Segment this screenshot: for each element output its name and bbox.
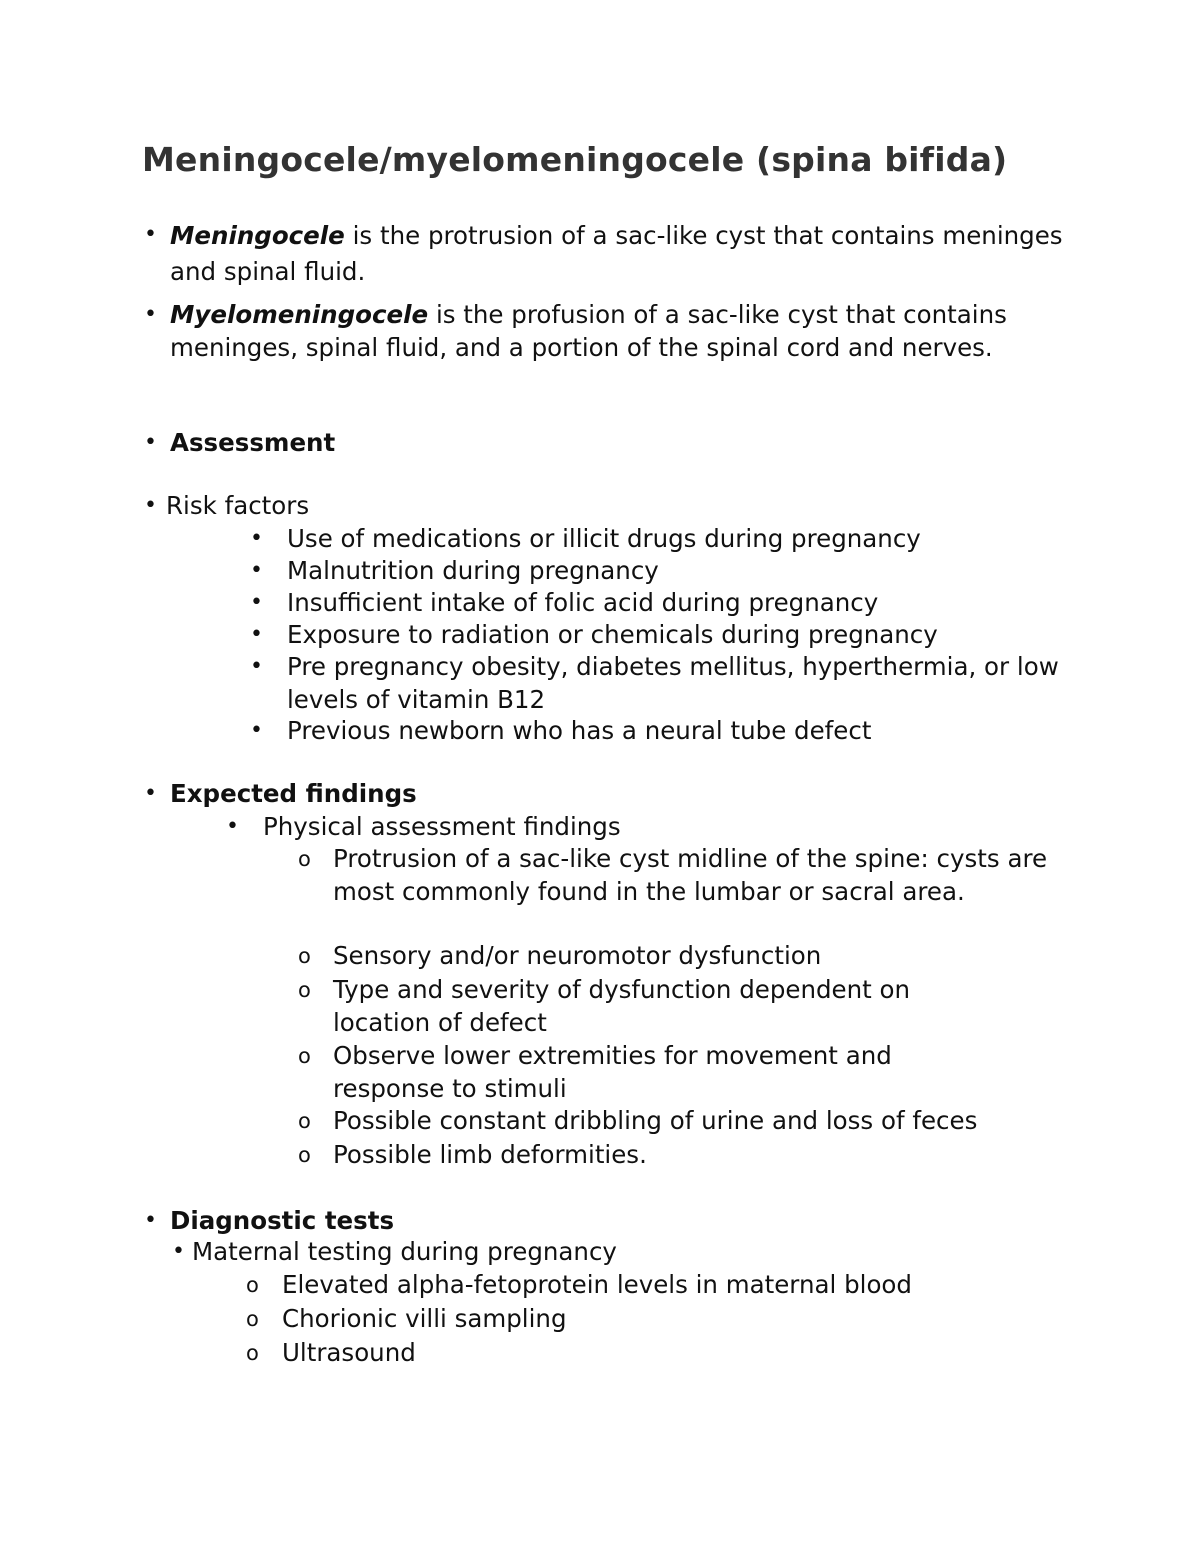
circle-bullet-icon: o (298, 847, 311, 871)
bullet-icon: • (226, 814, 239, 839)
circle-bullet-icon: o (298, 1044, 311, 1068)
list-item: o Type and severity of dysfunction dependent on location of defect (298, 975, 911, 1037)
list-item: o Observe lower extremities for movement and response to stimuli (298, 1041, 892, 1103)
physical-findings-label (226, 810, 1046, 843)
list-item: • Use of medications or illicit drugs during pregnancy (250, 524, 921, 553)
risk-factors-label (144, 489, 1044, 522)
circle-bullet-icon: o (298, 1143, 311, 1167)
heading-text: Diagnostic tests (170, 1206, 395, 1235)
list-item: o Ultrasound (246, 1336, 1046, 1369)
section-heading-expected-findings (144, 777, 1044, 810)
heading-text: Assessment (170, 428, 336, 457)
list-item: • Malnutrition during pregnancy (250, 556, 659, 585)
bullet-icon: • (144, 222, 157, 247)
section-heading-diagnostic-tests (144, 1204, 1044, 1237)
definition-text: is the protrusion of a sac-like cyst that contains meninges and spinal fluid. (170, 221, 1063, 286)
list-item: o Chorionic villi sampling (246, 1302, 1046, 1335)
bullet-icon: • (250, 526, 263, 551)
bullet-icon: • (144, 302, 157, 327)
definition-text: is the profusion of a sac-like cyst that contains meninges, spinal fluid, and a portion of the spinal cord and nerves. (170, 300, 1007, 362)
list-item: • Previous newborn who has a neural tube defect (250, 716, 872, 745)
label-text: Maternal testing during pregnancy (192, 1237, 617, 1266)
bullet-icon: • (144, 430, 157, 455)
label-text: Risk factors (166, 491, 310, 520)
list-item: • Pre pregnancy obesity, diabetes mellitus, hyperthermia, or low levels of vitamin B12 (250, 652, 1059, 714)
list-item: o Possible constant dribbling of urine and loss of feces (298, 1104, 1078, 1137)
bullet-icon: • (144, 493, 157, 518)
bullet-icon: • (250, 590, 263, 615)
circle-bullet-icon: o (298, 978, 311, 1002)
section-heading-assessment (144, 426, 1044, 459)
list-item: o Elevated alpha-fetoprotein levels in maternal blood (246, 1268, 1046, 1301)
circle-bullet-icon: o (298, 944, 311, 968)
term-meningocele: Meningocele (170, 221, 345, 250)
list-item: o Possible limb deformities. (298, 1138, 1058, 1171)
definition-meningocele (144, 218, 1064, 290)
heading-text: Expected findings (170, 779, 417, 808)
bullet-icon: • (250, 718, 263, 743)
list-item: o Protrusion of a sac-like cyst midline of the spine: cysts are most commonly found in the lumbar or sacral area. (298, 844, 1079, 906)
list-item: • Exposure to radiation or chemicals during pregnancy (250, 620, 938, 649)
page-title: Meningocele/myelomeningocele (spina bifida) (142, 140, 1008, 179)
circle-bullet-icon: o (246, 1341, 259, 1365)
list-item: • Insufficient intake of folic acid during pregnancy (250, 588, 879, 617)
label-text: Physical assessment findings (263, 812, 621, 841)
definition-myelomeningocele (144, 298, 1064, 364)
circle-bullet-icon: o (246, 1307, 259, 1331)
circle-bullet-icon: o (246, 1273, 259, 1297)
bullet-icon: • (144, 781, 157, 806)
bullet-icon: • (250, 622, 263, 647)
term-myelomeningocele: Myelomeningocele (170, 300, 429, 329)
maternal-testing-label (172, 1235, 1052, 1268)
circle-bullet-icon: o (298, 1109, 311, 1133)
list-item: o Sensory and/or neuromotor dysfunction (298, 939, 1058, 972)
bullet-icon: • (250, 558, 263, 583)
bullet-icon: • (144, 1208, 157, 1233)
bullet-icon: • (172, 1239, 185, 1264)
bullet-icon: • (250, 654, 263, 679)
